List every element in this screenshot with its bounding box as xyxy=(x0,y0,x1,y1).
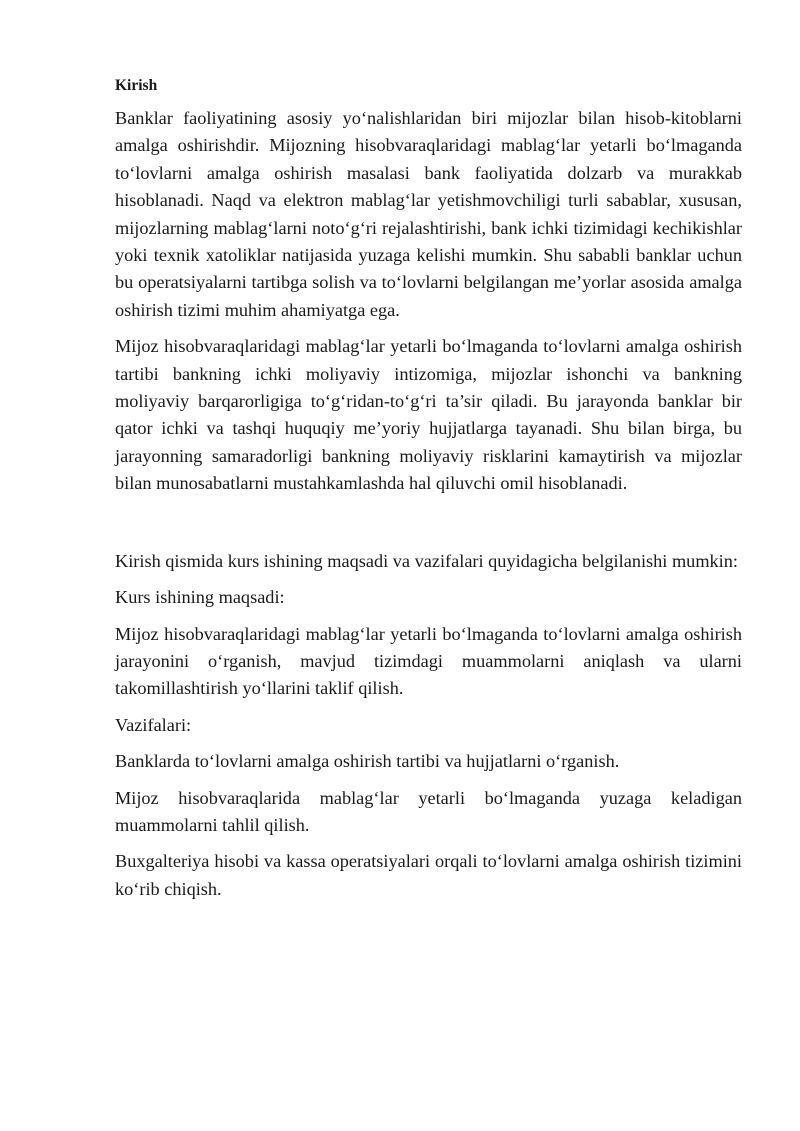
intro-paragraph-2: Mijoz hisobvaraqlaridagi mablag‘lar yetarli bo‘lmaganda to‘lovlarni amalga oshirish tartibi bankning ichki moliyaviy intizomiga, mijozlar ishonchi va bankning moliyaviy barqarorligiga to‘g‘ridan-to‘g‘ri ta’sir qiladi. Bu jarayonda banklar bir qator ichki va tashqi huquqiy me’yoriy hujjatlarga tayanadi. Shu bilan birga, bu jarayonning samaradorligi bankning moliyaviy risklarini kamaytirish va mijozlar bilan munosabatlarni mustahkamlashda hal qiluvchi omil hisoblanadi. xyxy=(115,336,742,494)
tasks-label: Vazifalari: xyxy=(115,714,192,735)
section-heading: Kirish xyxy=(115,77,158,94)
task-item-3: Buxgalteriya hisobi va kassa operatsiyalari orqali to‘lovlarni amalga oshirish tizimini ko‘rib chiqish. xyxy=(115,851,742,899)
task-item-1: Banklarda to‘lovlarni amalga oshirish tartibi va hujjatlarni o‘rganish. xyxy=(115,751,620,772)
goal-label: Kurs ishining maqsadi: xyxy=(115,587,285,608)
goals-intro-paragraph: Kirish qismida kurs ishining maqsadi va vazifalari quyidagicha belgilanishi mumkin: xyxy=(115,550,738,571)
goal-paragraph: Mijoz hisobvaraqlaridagi mablag‘lar yetarli bo‘lmaganda to‘lovlarni amalga oshirish jarayonini o‘rganish, mavjud tizimdagi muammolarni aniqlash va ularni takomillashtirish yo‘llarini taklif qilish. xyxy=(115,623,742,699)
document-page xyxy=(115,74,742,912)
task-item-2: Mijoz hisobvaraqlarida mablag‘lar yetarli bo‘lmaganda yuzaga keladigan muammolarni tahlil qilish. xyxy=(115,787,742,835)
intro-paragraph-1: Banklar faoliyatining asosiy yo‘nalishlaridan biri mijozlar bilan hisob-kitoblarni amalga oshirishdir. Mijozning hisobvaraqlaridagi mablag‘lar yetarli bo‘lmaganda to‘lovlarni amalga oshirish masalasi bank faoliyatida dolzarb va murakkab hisoblanadi. Naqd va elektron mablag‘lar yetishmovchiligi turli sabablar, xususan, mijozlarning mablag‘larni noto‘g‘ri rejalashtirishi, bank ichki tizimidagi kechikishlar yoki texnik xatoliklar natijasida yuzaga kelishi mumkin. Shu sababli banklar uchun bu operatsiyalarni tartibga solish va to‘lovlarni belgilangan me’yorlar asosida amalga oshirish tizimi muhim ahamiyatga ega. xyxy=(115,108,742,320)
